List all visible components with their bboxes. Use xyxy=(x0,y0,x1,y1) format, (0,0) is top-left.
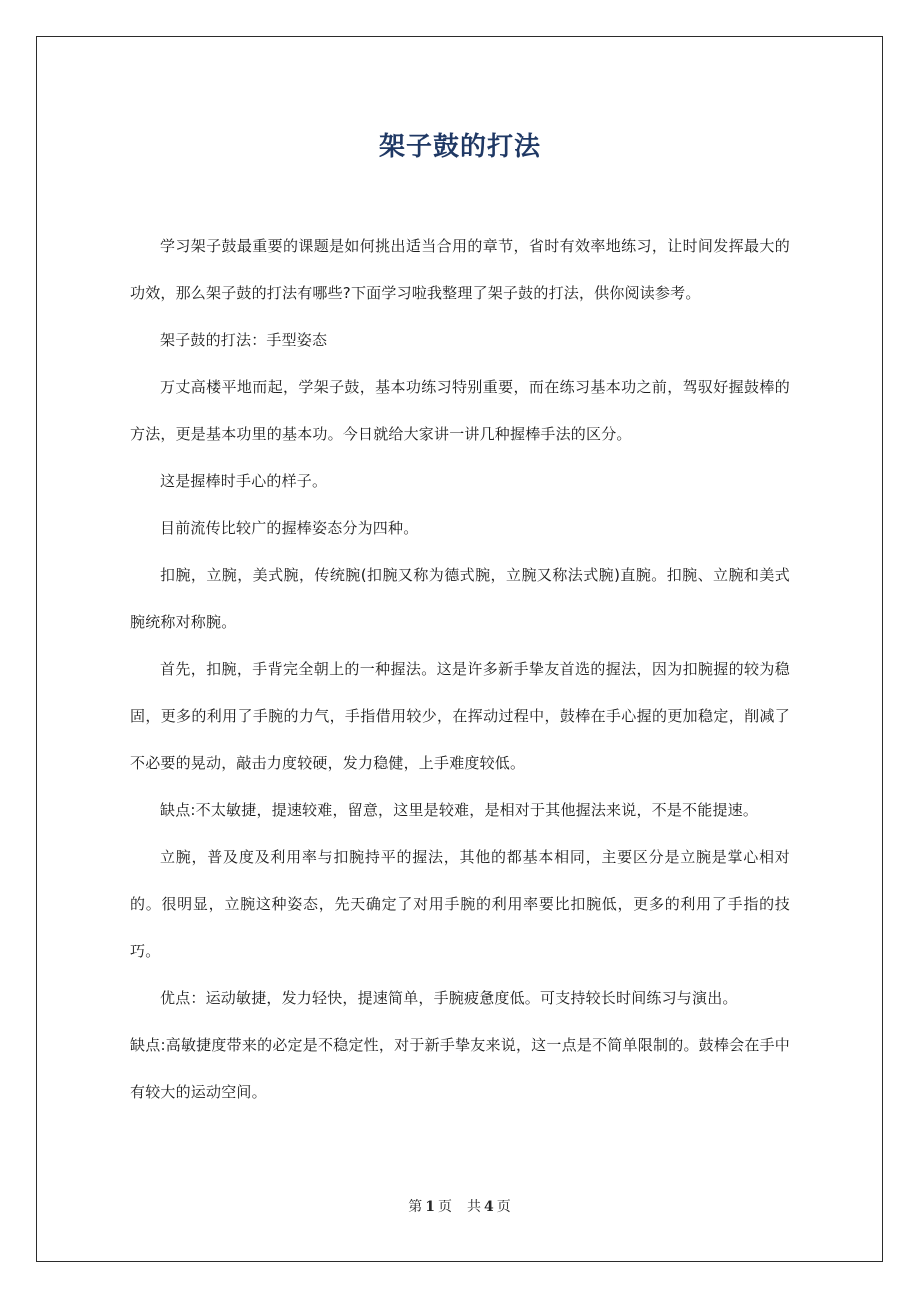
paragraph-10: 优点：运动敏捷，发力轻快，提速简单，手腕疲惫度低。可支持较长时间练习与演出。 xyxy=(160,988,738,1007)
paragraph-3: 万丈高楼平地而起，学架子鼓，基本功练习特别重要，而在练习基本功之前，驾驭好握鼓棒的方法，更是基本功里的基本功。今日就给大家讲一讲几种握棒手法的区分。 xyxy=(130,377,790,443)
paragraph-4: 这是握棒时手心的样子。 xyxy=(160,471,328,490)
paragraph-1: 学习架子鼓最重要的课题是如何挑出适当合用的章节，省时有效率地练习，让时间发挥最大的功效，那么架子鼓的打法有哪些?下面学习啦我整理了架子鼓的打法，供你阅读参考。 xyxy=(130,236,790,302)
page-footer xyxy=(0,1196,920,1216)
paragraph-11: 缺点:高敏捷度带来的必定是不稳定性，对于新手挚友来说，这一点是不简单限制的。鼓棒会在手中有较大的运动空间。 xyxy=(130,1035,790,1101)
footer-page-prefix: 第 xyxy=(408,1199,424,1215)
footer-page-number: 1 xyxy=(425,1199,436,1215)
document-content xyxy=(130,36,790,1116)
footer-total-prefix: 共 xyxy=(467,1199,482,1215)
paragraph-2: 架子鼓的打法：手型姿态 xyxy=(160,330,328,349)
paragraph-7: 首先，扣腕，手背完全朝上的一种握法。这是许多新手挚友首选的握法，因为扣腕握的较为稳固，更多的利用了手腕的力气，手指借用较少，在挥动过程中，鼓棒在手心握的更加稳定，削减了不必要的晃动，敲击力度较硬，发力稳健，上手难度较低。 xyxy=(130,659,790,772)
paragraph-9: 立腕，普及度及利用率与扣腕持平的握法，其他的都基本相同，主要区分是立腕是掌心相对的。很明显，立腕这种姿态，先天确定了对用手腕的利用率要比扣腕低，更多的利用了手指的技巧。 xyxy=(130,847,790,960)
document-body xyxy=(130,223,790,1116)
footer-page-unit: 页 xyxy=(438,1199,453,1215)
page-title: 架子鼓的打法 xyxy=(378,132,541,162)
paragraph-8: 缺点:不太敏捷，提速较难，留意，这里是较难，是相对于其他握法来说，不是不能提速。 xyxy=(160,800,759,819)
paragraph-5: 目前流传比较广的握棒姿态分为四种。 xyxy=(160,518,419,537)
footer-total-pages: 4 xyxy=(484,1199,495,1215)
paragraph-6: 扣腕，立腕，美式腕，传统腕(扣腕又称为德式腕，立腕又称法式腕)直腕。扣腕、立腕和美式腕统称对称腕。 xyxy=(130,565,790,631)
footer-total-unit: 页 xyxy=(496,1199,512,1215)
